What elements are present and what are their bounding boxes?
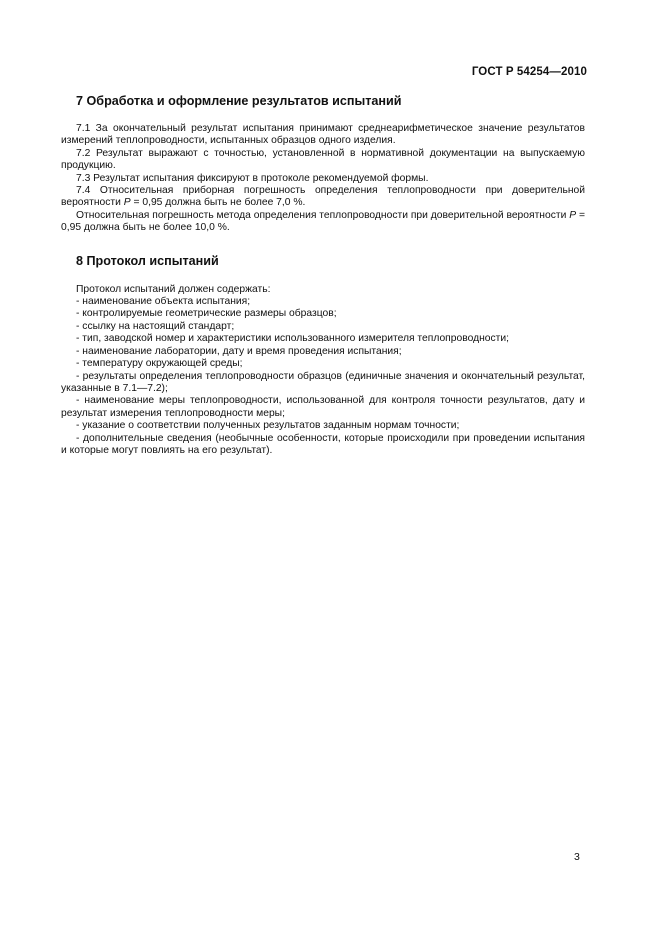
- paragraph-7-2: 7.2 Результат выражают с точностью, установленной в нормативной документации на выпускаемую продукцию.: [61, 147, 585, 172]
- protocol-list-item: - дополнительные сведения (необычные особенности, которые происходили при проведении испытания и которые могут повлиять на его результат).: [61, 432, 585, 456]
- protocol-list-item: - результаты определения теплопроводности образцов (единичные значения и окончательный результат, указанные в 7.1—7.2);: [61, 370, 585, 394]
- protocol-list-item: - тип, заводской номер и характеристики использованного измерителя теплопроводности;: [76, 333, 509, 345]
- protocol-intro: Протокол испытаний должен содержать:: [76, 283, 271, 295]
- variable-p: P: [569, 209, 577, 221]
- protocol-list-item: - контролируемые геометрические размеры образцов;: [76, 308, 337, 320]
- paragraph-method-error-text: Относительная погрешность метода определения теплопроводности при доверительной вероятности: [76, 209, 567, 221]
- paragraph-7-4-value: = 0,95 должна быть не более 7,0 %.: [133, 197, 306, 209]
- paragraph-method-error: [61, 210, 585, 235]
- section-8-title: 8 Протокол испытаний: [76, 253, 219, 268]
- section-7-title: 7 Обработка и оформление результатов испытаний: [76, 94, 402, 108]
- paragraph-7-1: 7.1 За окончательный результат испытания принимают среднеарифметическое значение результатов измерений теплопроводности, испытанных образцов одного изделия.: [61, 123, 585, 147]
- paragraph-7-4: [61, 185, 585, 210]
- protocol-list-item: - наименование объекта испытания;: [76, 296, 251, 308]
- protocol-list-item: - температуру окружающей среды;: [76, 358, 243, 370]
- protocol-list-item: - ссылку на настоящий стандарт;: [76, 320, 235, 332]
- variable-p: P: [123, 197, 131, 209]
- paragraph-7-4-text: 7.4 Относительная приборная погрешность определения теплопроводности при доверительной вероятности: [61, 185, 585, 209]
- protocol-list-item: - указание о соответствии полученных результатов заданным нормам точности;: [76, 420, 460, 432]
- protocol-list-item: - наименование меры теплопроводности, использованной для контроля точности результатов, дату и результат измерения теплопроводности меры;: [61, 395, 585, 419]
- protocol-list-item: - наименование лаборатории, дату и время проведения испытания;: [76, 345, 402, 357]
- document-body: [61, 94, 585, 457]
- paragraph-method-error-value: = 0,95 должна быть не более 10,0 %.: [61, 209, 585, 234]
- page-number: 3: [574, 851, 580, 863]
- document-code-header: ГОСТ Р 54254—2010: [471, 66, 587, 78]
- paragraph-7-3: 7.3 Результат испытания фиксируют в протоколе рекомендуемой формы.: [76, 172, 429, 184]
